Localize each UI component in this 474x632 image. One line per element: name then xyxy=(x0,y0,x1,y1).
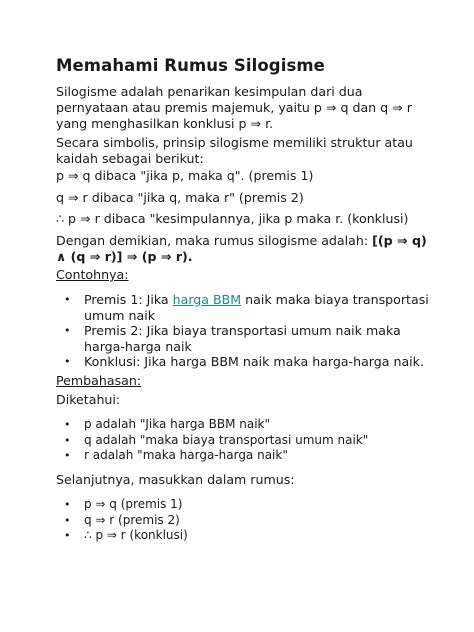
list-item: • ∴ p ⇒ r (konklusi) xyxy=(56,528,436,544)
premise-1-line: p ⇒ q dibaca "jika p, maka q". (premis 1) xyxy=(56,168,314,183)
known-list xyxy=(56,417,436,464)
example-1-suffix: naik maka biaya transportasi umum naik xyxy=(84,292,429,323)
harga-bbm-link[interactable]: harga BBM xyxy=(172,292,242,307)
list-item: • Premis 2: Jika biaya transportasi umum naik maka harga-harga naik xyxy=(56,323,436,354)
formula-paragraph xyxy=(56,233,436,265)
list-item: • q adalah "maka biaya transportasi umum naik" xyxy=(56,433,436,449)
list-item: • r adalah "maka harga-harga naik" xyxy=(56,448,436,464)
list-item: • Konklusi: Jika harga BBM naik maka harga-harga naik. xyxy=(56,354,436,370)
formula-text: [(p ⇒ q) ∧ (q ⇒ r)] ⇒ (p ⇒ r). xyxy=(56,233,427,264)
page-title: Memahami Rumus Silogisme xyxy=(56,56,325,75)
formula-prefix: Dengan demikian, maka rumus silogisme adalah: xyxy=(56,233,373,248)
example-1-prefix: Premis 1: Jika xyxy=(84,292,173,307)
list-item: • p ⇒ q (premis 1) xyxy=(56,497,436,513)
selanjutnya-paragraph: Selanjutnya, masukkan dalam rumus: xyxy=(56,472,295,487)
conclusion-line: ∴ p ⇒ r dibaca "kesimpulannya, jika p maka r. (konklusi) xyxy=(56,211,409,226)
symbolic-intro-paragraph: Secara simbolis, prinsip silogisme memiliki struktur atau kaidah sebagai berikut: xyxy=(56,135,413,166)
premise-2-line: q ⇒ r dibaca "jika q, maka r" (premis 2) xyxy=(56,190,304,205)
formula-list xyxy=(56,497,436,544)
diketahui-label: Diketahui: xyxy=(56,392,121,407)
example-list xyxy=(56,292,436,370)
intro-paragraph: Silogisme adalah penarikan kesimpulan dari dua pernyataan atau premis majemuk, yaitu p ⇒ q dan q ⇒ r yang menghasilkan konklusi p ⇒ r. xyxy=(56,84,412,131)
list-item xyxy=(56,292,436,323)
list-item: • q ⇒ r (premis 2) xyxy=(56,513,436,529)
list-item: • p adalah "Jika harga BBM naik" xyxy=(56,417,436,433)
contoh-heading: Contohnya: xyxy=(56,267,129,282)
pembahasan-heading: Pembahasan: xyxy=(56,373,142,388)
